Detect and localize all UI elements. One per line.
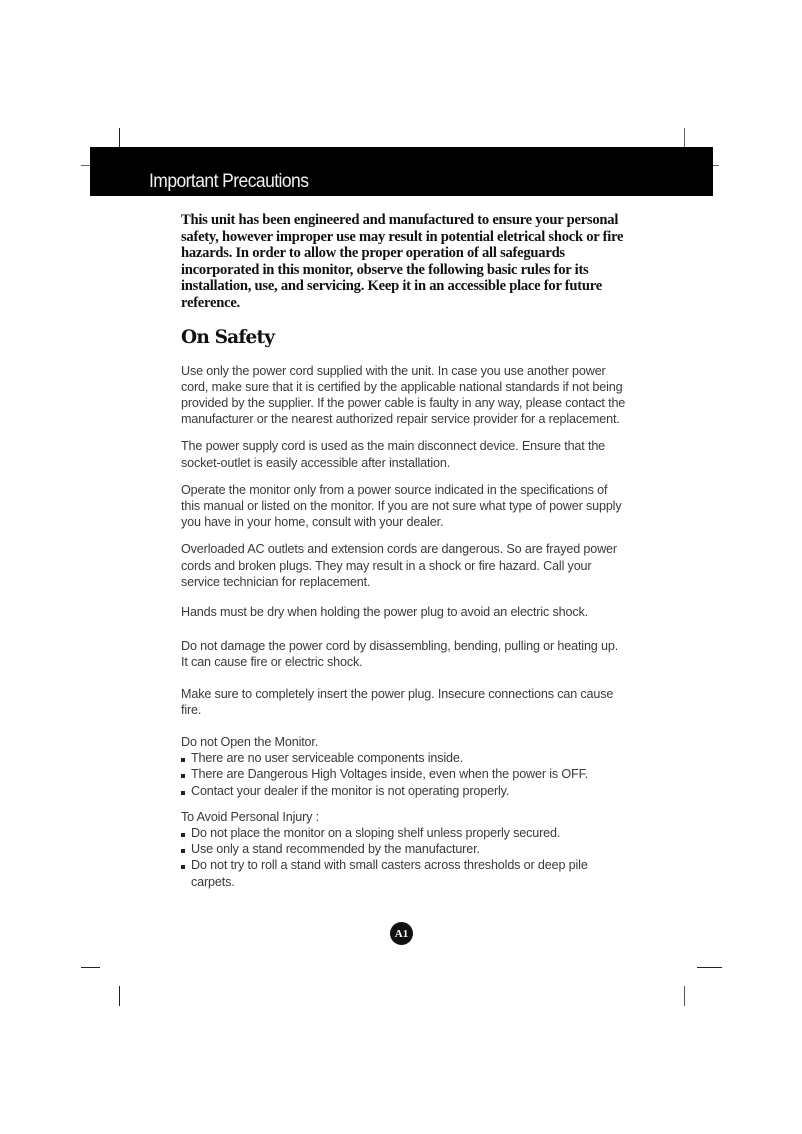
page-content <box>181 212 626 890</box>
list-item: Use only a stand recommended by the manufacturer. <box>181 841 626 857</box>
bullet-list-avoid-injury <box>181 825 626 890</box>
crop-mark-top-left-vertical <box>119 128 120 147</box>
crop-mark-bottom-left-horizontal <box>81 967 100 968</box>
paragraph-disconnect-device: The power supply cord is used as the main disconnect device. Ensure that the socket-outlet is easily accessible after installation. <box>181 439 606 470</box>
list-item: There are no user serviceable components inside. <box>181 750 626 766</box>
paragraph-cord-damage: Do not damage the power cord by disassembling, bending, pulling or heating up. It can cause fire or electric shock. <box>181 639 619 670</box>
section-header-bar <box>90 147 713 196</box>
crop-mark-top-right-horizontal <box>713 165 719 166</box>
square-bullet-icon <box>181 758 185 762</box>
list-item: Do not try to roll a stand with small casters across thresholds or deep pile carpets. <box>181 857 626 889</box>
bullet-list-do-not-open <box>181 750 626 799</box>
crop-mark-bottom-right-vertical <box>684 986 685 1006</box>
page-number-badge: A1 <box>390 922 413 945</box>
paragraph-overloaded-outlets: Overloaded AC outlets and extension cords are dangerous. So are frayed power cords and broken plugs. They may result in a shock or fire hazard. Call your service technician for replacement. <box>181 542 617 589</box>
square-bullet-icon <box>181 849 185 853</box>
list-title-do-not-open: Do not Open the Monitor. <box>181 735 319 750</box>
section-heading: On Safety <box>181 326 275 348</box>
square-bullet-icon <box>181 774 185 778</box>
list-item: Do not place the monitor on a sloping shelf unless properly secured. <box>181 825 626 841</box>
list-item: There are Dangerous High Voltages inside, even when the power is OFF. <box>181 766 626 782</box>
paragraph-dry-hands: Hands must be dry when holding the power plug to avoid an electric shock. <box>181 605 588 619</box>
square-bullet-icon <box>181 833 185 837</box>
paragraph-power-cord: Use only the power cord supplied with the unit. In case you use another power cord, make sure that it is certified by the applicable national standards if not being provided by the supplier. If the power cable is faulty in any way, please contact the manufacturer or the nearest authorized repair service provider for a replacement. <box>181 363 626 427</box>
intro-paragraph: This unit has been engineered and manufactured to ensure your personal safety, however improper use may result in potential eletrical shock or fire hazards. In order to allow the proper operation of all safeguards incorporated in this monitor, observe the following basic rules for its installation, use, and servicing. Keep it in an accessible place for future reference. <box>181 212 624 311</box>
paragraph-insert-plug: Make sure to completely insert the power plug. Insecure connections can cause fire. <box>181 686 614 717</box>
list-item: Contact your dealer if the monitor is not operating properly. <box>181 783 626 799</box>
page-title: Important Precautions <box>149 171 309 192</box>
crop-mark-bottom-left-vertical <box>119 986 120 1006</box>
square-bullet-icon <box>181 865 185 869</box>
list-title-avoid-injury: To Avoid Personal Injury : <box>181 809 319 824</box>
square-bullet-icon <box>181 791 185 795</box>
crop-mark-top-left-horizontal <box>81 165 90 166</box>
paragraph-power-source: Operate the monitor only from a power source indicated in the specifications of this manual or listed on the monitor. If you are not sure what type of power supply you have in your home, consult with your dealer. <box>181 482 622 530</box>
crop-mark-top-right-vertical <box>684 128 685 147</box>
crop-mark-bottom-right-horizontal <box>697 967 722 968</box>
